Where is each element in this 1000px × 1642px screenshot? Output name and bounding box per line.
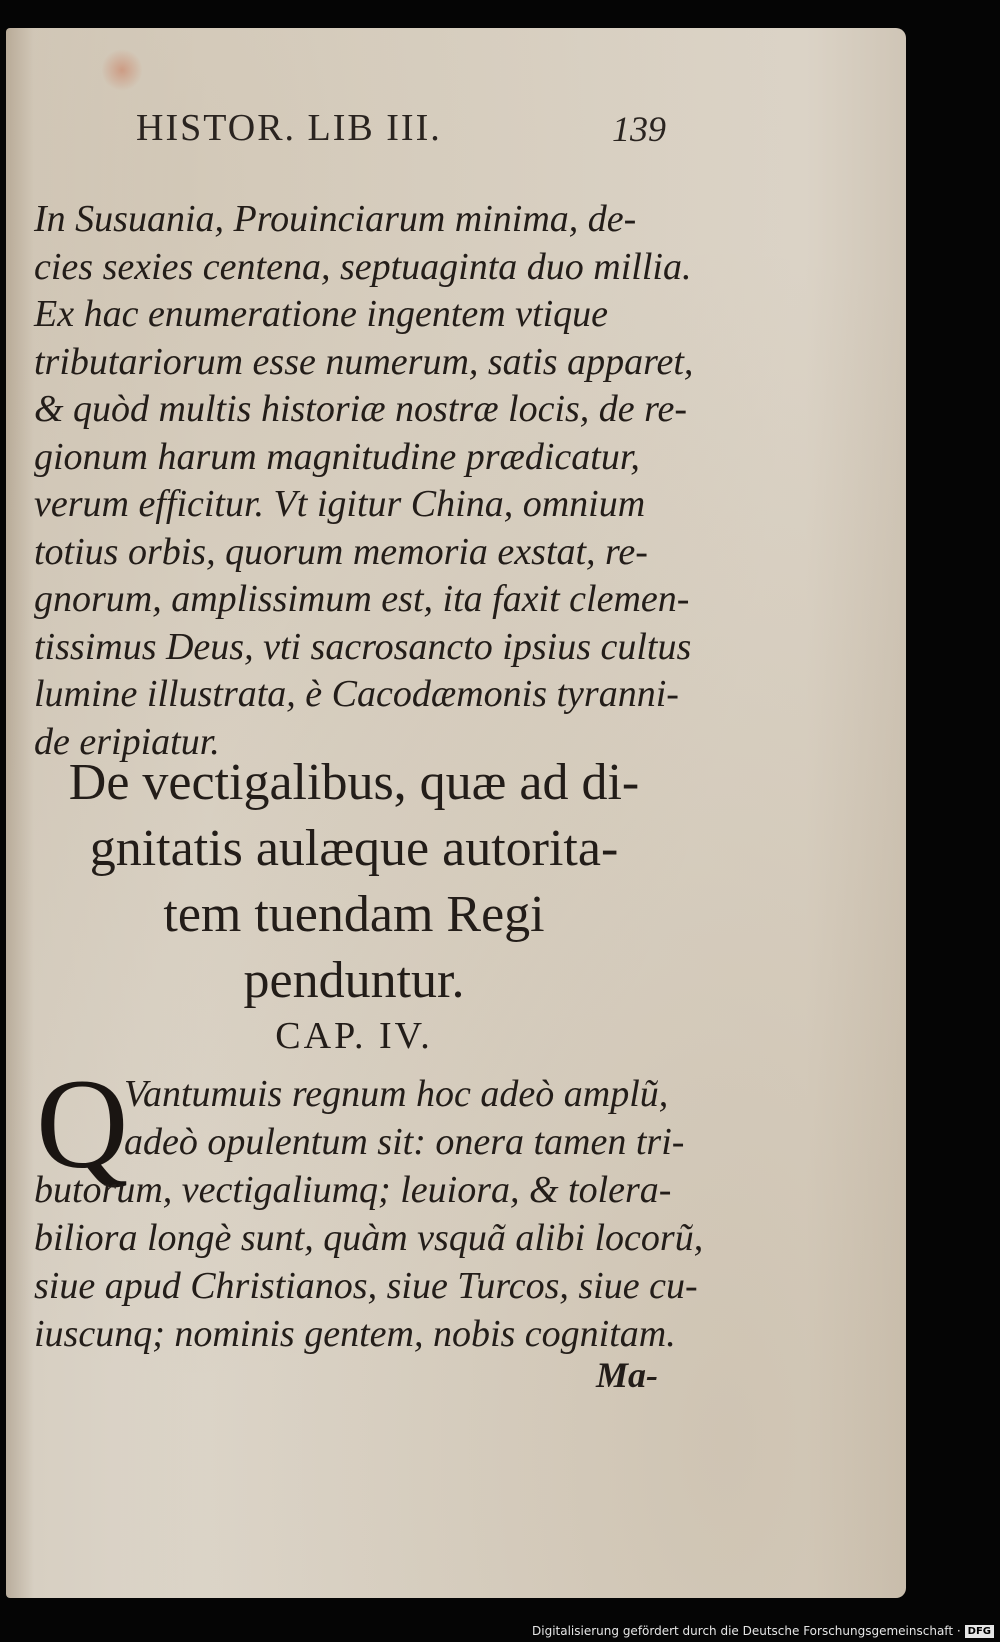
paper-stain <box>102 48 142 92</box>
text-block-top <box>34 196 694 766</box>
chapter-number: CAP. IV. <box>275 1015 433 1057</box>
dfg-logo-icon: DFG <box>965 1625 994 1638</box>
text-line: siue apud Christianos, siue Turcos, siue cu- <box>34 1265 698 1307</box>
footer-text: Digitalisierung gefördert durch die Deutsche Forschungsgemeinschaft · <box>532 1624 961 1638</box>
chapter-title-line: gnitatis aulæque autorita- <box>89 820 619 877</box>
chapter-title-line: penduntur. <box>243 952 465 1009</box>
text-line: Vantumuis regnum hoc adeò amplũ, <box>124 1073 669 1115</box>
chapter-title <box>34 750 674 1014</box>
text-line: iuscunq; nominis gentem, nobis cognitam. <box>34 1313 676 1355</box>
footer-credit <box>532 1624 994 1638</box>
text-line: verum efficitur. Vt igitur China, omnium <box>34 483 646 525</box>
text-line: butorum, vectigaliumq; leuiora, & tolera- <box>34 1169 672 1211</box>
text-line: In Susuania, Prouinciarum minima, de- <box>34 198 637 240</box>
drop-cap-initial: Q <box>36 1053 129 1195</box>
page-number: 139 <box>612 109 666 149</box>
text-line: de eripiatur. <box>34 720 220 763</box>
text-line: lumine illustrata, è Cacodæmonis tyranni- <box>34 673 679 715</box>
text-line: cies sexies centena, septuaginta duo millia. <box>34 245 692 288</box>
text-line: Ex hac enumeratione ingentem vtique <box>34 293 609 335</box>
text-line: tributariorum esse numerum, satis apparet, <box>34 340 694 383</box>
running-head: HISTOR. LIB III. <box>136 107 442 149</box>
chapter-title-line: De vectigalibus, quæ ad di- <box>68 754 640 811</box>
catchword: Ma- <box>596 1355 658 1395</box>
text-line: adeò opulentum sit: onera tamen tri- <box>124 1121 685 1163</box>
text-line: tissimus Deus, vti sacrosancto ipsius cultus <box>34 625 692 668</box>
text-line: totius orbis, quorum memoria exstat, re- <box>34 530 648 573</box>
text-line: & quòd multis historiæ nostræ locis, de re- <box>34 388 688 430</box>
text-block-body <box>34 1070 704 1358</box>
text-line: gnorum, amplissimum est, ita faxit clemen- <box>34 578 690 620</box>
text-line: gionum harum magnitudine prædicatur, <box>34 435 640 478</box>
chapter-title-line: tem tuendam Regi <box>163 886 545 943</box>
text-line: biliora longè sunt, quàm vsquã alibi locorũ, <box>34 1217 704 1259</box>
book-page <box>6 28 906 1598</box>
